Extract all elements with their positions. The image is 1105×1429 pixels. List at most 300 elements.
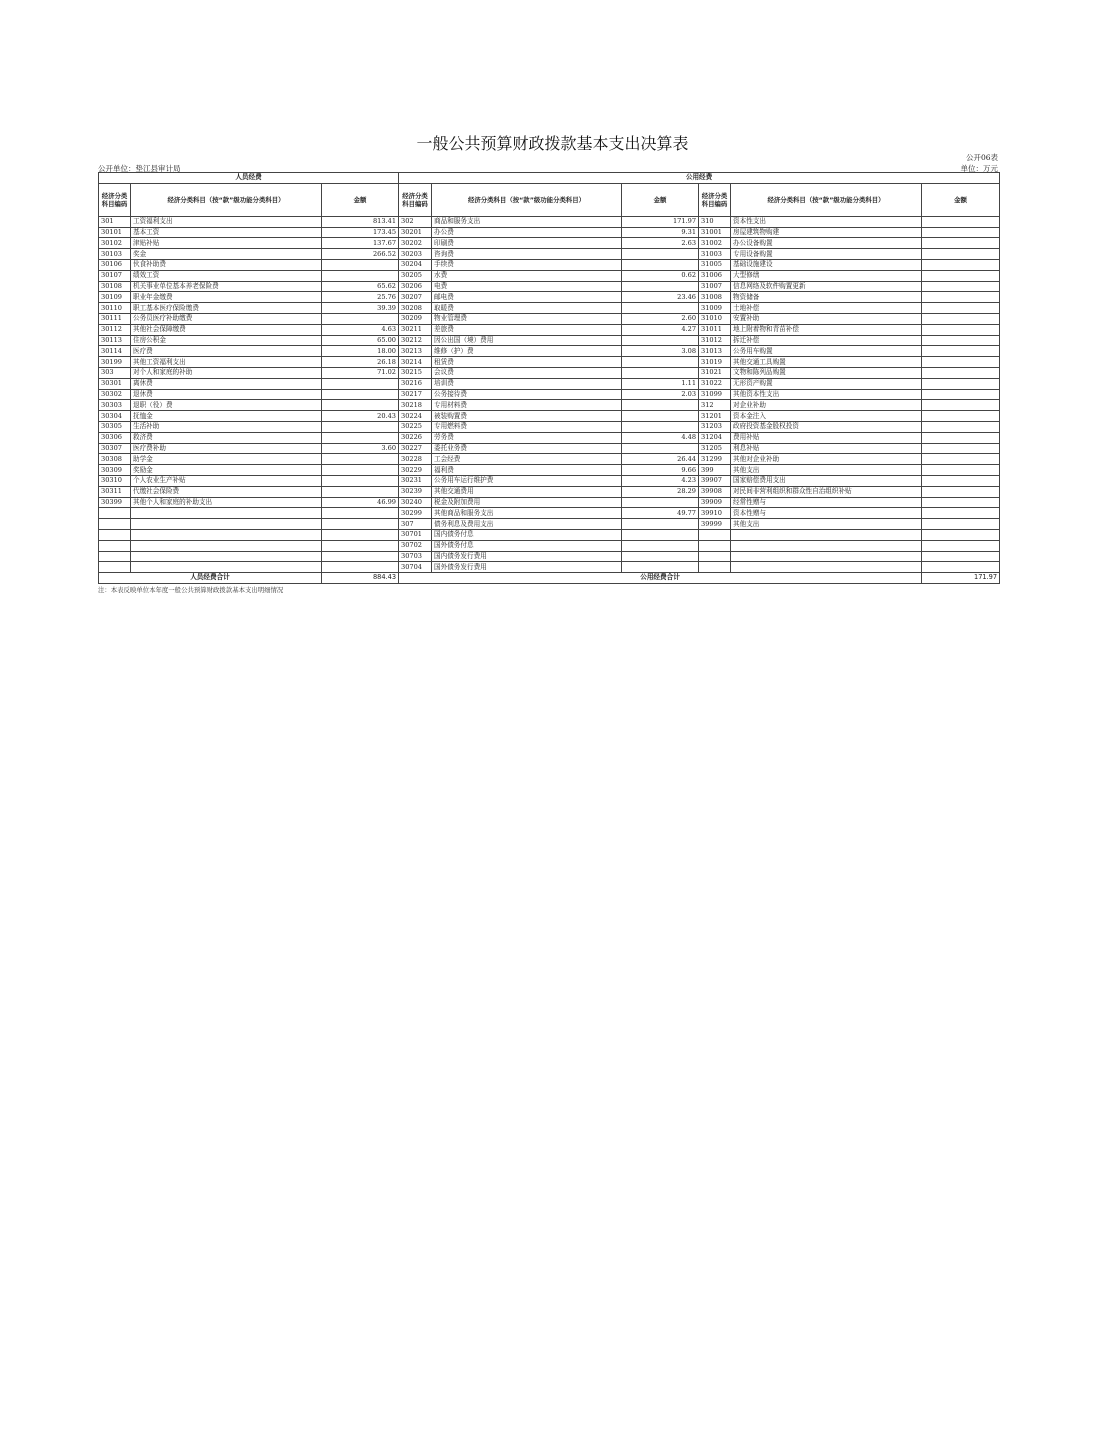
- public-a-code-cell: 30229: [399, 465, 432, 476]
- personnel-amount-cell: [322, 562, 399, 573]
- personnel-name-cell: [131, 529, 322, 540]
- public-b-name-cell: [731, 562, 922, 573]
- public-b-amount-cell: [922, 562, 1000, 573]
- public-b-amount-cell: [922, 475, 1000, 486]
- public-b-amount-cell: [922, 486, 1000, 497]
- public-b-code-cell: 31011: [699, 324, 731, 335]
- public-a-amount-cell: [622, 421, 699, 432]
- public-b-name-cell: 地上附着物和青苗补偿: [731, 324, 922, 335]
- personnel-expense-header: 人员经费: [99, 173, 399, 184]
- personnel-amount-cell: [322, 400, 399, 411]
- public-b-name-cell: 资本性支出: [731, 216, 922, 227]
- public-b-name-cell: 办公设备购置: [731, 238, 922, 249]
- personnel-code-cell: 30301: [99, 378, 131, 389]
- public-b-name-cell: 对民间非营利组织和群众性自治组织补贴: [731, 486, 922, 497]
- public-b-name-cell: 资本性赠与: [731, 508, 922, 519]
- personnel-name-cell: 公务员医疗补助缴费: [131, 313, 322, 324]
- public-b-code-cell: 31204: [699, 432, 731, 443]
- public-a-name-cell: 债务利息及费用支出: [432, 519, 622, 530]
- table-row: [99, 497, 1000, 508]
- public-b-name-cell: 房屋建筑物购建: [731, 227, 922, 238]
- public-a-code-cell: 30227: [399, 443, 432, 454]
- public-b-code-cell: 31003: [699, 249, 731, 260]
- personnel-code-cell: 30311: [99, 486, 131, 497]
- public-b-amount-cell: [922, 432, 1000, 443]
- personnel-name-cell: 对个人和家庭的补助: [131, 367, 322, 378]
- reporting-organization: 公开单位：垫江县审计局: [98, 164, 181, 173]
- public-a-name-cell: 租赁费: [432, 357, 622, 368]
- public-b-amount-cell: [922, 519, 1000, 530]
- public-a-code-cell: 30228: [399, 454, 432, 465]
- table-row: [99, 443, 1000, 454]
- public-b-name-cell: 土地补偿: [731, 303, 922, 314]
- public-a-code-cell: 30202: [399, 238, 432, 249]
- personnel-amount-cell: 25.76: [322, 292, 399, 303]
- name-column-header: 经济分类科目（按“款”级功能分类科目）: [432, 183, 622, 216]
- public-a-name-cell: 印刷费: [432, 238, 622, 249]
- public-a-name-cell: 福利费: [432, 465, 622, 476]
- personnel-code-cell: 30112: [99, 324, 131, 335]
- public-b-code-cell: [699, 529, 731, 540]
- public-b-name-cell: 文物和陈列品购置: [731, 367, 922, 378]
- personnel-code-cell: 30103: [99, 249, 131, 260]
- public-b-amount-cell: [922, 529, 1000, 540]
- table-row: [99, 421, 1000, 432]
- personnel-name-cell: 其他社会保障缴费: [131, 324, 322, 335]
- personnel-amount-cell: 4.63: [322, 324, 399, 335]
- public-b-amount-cell: [922, 497, 1000, 508]
- public-a-code-cell: 30209: [399, 313, 432, 324]
- personnel-name-cell: 工资福利支出: [131, 216, 322, 227]
- public-a-code-cell: 30239: [399, 486, 432, 497]
- personnel-amount-cell: 266.52: [322, 249, 399, 260]
- public-b-code-cell: 31008: [699, 292, 731, 303]
- name-column-header: 经济分类科目（按“款”级功能分类科目）: [131, 183, 322, 216]
- public-b-amount-cell: [922, 421, 1000, 432]
- public-a-name-cell: 专用材料费: [432, 400, 622, 411]
- public-a-code-cell: 30704: [399, 562, 432, 573]
- table-row: [99, 486, 1000, 497]
- public-b-name-cell: 利息补贴: [731, 443, 922, 454]
- public-b-amount-cell: [922, 389, 1000, 400]
- public-a-code-cell: 30205: [399, 270, 432, 281]
- public-b-amount-cell: [922, 303, 1000, 314]
- personnel-amount-cell: [322, 540, 399, 551]
- public-a-amount-cell: [622, 367, 699, 378]
- table-row: [99, 281, 1000, 292]
- public-a-name-cell: 国内债务付息: [432, 529, 622, 540]
- public-a-code-cell: 30206: [399, 281, 432, 292]
- personnel-amount-cell: 65.00: [322, 335, 399, 346]
- public-a-amount-cell: [622, 497, 699, 508]
- public-a-name-cell: 物业管理费: [432, 313, 622, 324]
- public-a-amount-cell: [622, 357, 699, 368]
- table-row: [99, 346, 1000, 357]
- public-b-code-cell: 31021: [699, 367, 731, 378]
- personnel-name-cell: 职业年金缴费: [131, 292, 322, 303]
- code-column-header: 经济分类科目编码: [699, 183, 731, 216]
- public-a-amount-cell: [622, 281, 699, 292]
- public-b-name-cell: 其他资本性支出: [731, 389, 922, 400]
- public-a-name-cell: 工会经费: [432, 454, 622, 465]
- personnel-code-cell: 30304: [99, 411, 131, 422]
- public-b-name-cell: 其他支出: [731, 519, 922, 530]
- public-a-amount-cell: [622, 519, 699, 530]
- personnel-amount-cell: [322, 378, 399, 389]
- personnel-name-cell: 代缴社会保险费: [131, 486, 322, 497]
- personnel-code-cell: 30113: [99, 335, 131, 346]
- personnel-code-cell: 30107: [99, 270, 131, 281]
- public-a-code-cell: 30217: [399, 389, 432, 400]
- public-b-amount-cell: [922, 346, 1000, 357]
- table-row: [99, 303, 1000, 314]
- public-a-name-cell: 公务接待费: [432, 389, 622, 400]
- public-a-name-cell: 国外债务发行费用: [432, 562, 622, 573]
- public-b-amount-cell: [922, 249, 1000, 260]
- name-column-header: 经济分类科目（按“款”级功能分类科目）: [731, 183, 922, 216]
- public-b-name-cell: 经常性赠与: [731, 497, 922, 508]
- expenditure-table: [98, 172, 1000, 584]
- personnel-code-cell: 30108: [99, 281, 131, 292]
- public-a-name-cell: 电费: [432, 281, 622, 292]
- public-b-code-cell: [699, 540, 731, 551]
- public-a-amount-cell: 171.97: [622, 216, 699, 227]
- personnel-amount-cell: 71.02: [322, 367, 399, 378]
- table-row: [99, 249, 1000, 260]
- public-b-amount-cell: [922, 378, 1000, 389]
- public-a-amount-cell: 2.63: [622, 238, 699, 249]
- public-b-code-cell: 39907: [699, 475, 731, 486]
- table-row: [99, 292, 1000, 303]
- page-title: 一般公共预算财政拨款基本支出决算表: [416, 134, 689, 153]
- table-row: [99, 465, 1000, 476]
- public-total-amount: 171.97: [922, 573, 1000, 584]
- personnel-name-cell: 生活补助: [131, 421, 322, 432]
- code-column-header: 经济分类科目编码: [399, 183, 432, 216]
- public-a-code-cell: 30226: [399, 432, 432, 443]
- public-a-code-cell: 30703: [399, 551, 432, 562]
- personnel-code-cell: 30309: [99, 465, 131, 476]
- public-a-amount-cell: [622, 249, 699, 260]
- public-a-name-cell: 国外债务付息: [432, 540, 622, 551]
- public-a-amount-cell: [622, 335, 699, 346]
- public-a-amount-cell: 4.27: [622, 324, 699, 335]
- public-a-code-cell: 30204: [399, 259, 432, 270]
- footnote: 注：本表反映单位本年度一般公共预算财政拨款基本支出明细情况: [98, 586, 284, 594]
- public-a-code-cell: 302: [399, 216, 432, 227]
- public-b-code-cell: 31010: [699, 313, 731, 324]
- table-row: [99, 367, 1000, 378]
- personnel-amount-cell: [322, 529, 399, 540]
- public-b-name-cell: 基础设施建设: [731, 259, 922, 270]
- personnel-name-cell: [131, 540, 322, 551]
- personnel-amount-cell: 65.62: [322, 281, 399, 292]
- personnel-code-cell: 30109: [99, 292, 131, 303]
- personnel-code-cell: [99, 551, 131, 562]
- public-a-code-cell: 30213: [399, 346, 432, 357]
- public-a-name-cell: 办公费: [432, 227, 622, 238]
- public-b-name-cell: 其他对企业补助: [731, 454, 922, 465]
- personnel-name-cell: [131, 508, 322, 519]
- public-b-name-cell: 物资储备: [731, 292, 922, 303]
- public-a-amount-cell: [622, 303, 699, 314]
- personnel-code-cell: [99, 508, 131, 519]
- public-a-code-cell: 30225: [399, 421, 432, 432]
- personnel-name-cell: 个人农业生产补贴: [131, 475, 322, 486]
- personnel-amount-cell: 26.18: [322, 357, 399, 368]
- public-a-name-cell: 商品和服务支出: [432, 216, 622, 227]
- public-b-code-cell: 31203: [699, 421, 731, 432]
- public-b-name-cell: 拆迁补偿: [731, 335, 922, 346]
- form-number: 公开06表: [965, 153, 998, 162]
- public-a-name-cell: 会议费: [432, 367, 622, 378]
- personnel-total-amount: 884.43: [322, 573, 399, 584]
- personnel-amount-cell: [322, 519, 399, 530]
- personnel-name-cell: 伙食补助费: [131, 259, 322, 270]
- public-a-amount-cell: 3.08: [622, 346, 699, 357]
- personnel-amount-cell: 137.67: [322, 238, 399, 249]
- public-a-name-cell: 培训费: [432, 378, 622, 389]
- personnel-code-cell: [99, 540, 131, 551]
- public-a-code-cell: 30214: [399, 357, 432, 368]
- public-b-amount-cell: [922, 400, 1000, 411]
- personnel-name-cell: 其他个人和家庭的补助支出: [131, 497, 322, 508]
- personnel-amount-cell: [322, 270, 399, 281]
- public-b-name-cell: 政府投资基金股权投资: [731, 421, 922, 432]
- table-row: [99, 400, 1000, 411]
- personnel-amount-cell: 39.39: [322, 303, 399, 314]
- public-a-amount-cell: 4.23: [622, 475, 699, 486]
- table-row: [99, 475, 1000, 486]
- table-row: [99, 411, 1000, 422]
- personnel-code-cell: 30199: [99, 357, 131, 368]
- public-b-code-cell: 31019: [699, 357, 731, 368]
- personnel-amount-cell: 173.45: [322, 227, 399, 238]
- public-a-name-cell: 取暖费: [432, 303, 622, 314]
- amount-column-header: 金额: [922, 183, 1000, 216]
- public-b-code-cell: 31007: [699, 281, 731, 292]
- table-row: [99, 227, 1000, 238]
- public-b-amount-cell: [922, 465, 1000, 476]
- currency-unit: 单位：万元: [960, 164, 998, 173]
- public-a-code-cell: 30203: [399, 249, 432, 260]
- public-a-name-cell: 咨询费: [432, 249, 622, 260]
- personnel-amount-cell: 20.43: [322, 411, 399, 422]
- personnel-name-cell: [131, 519, 322, 530]
- public-a-name-cell: 手续费: [432, 259, 622, 270]
- personnel-code-cell: [99, 519, 131, 530]
- personnel-name-cell: 助学金: [131, 454, 322, 465]
- public-expense-header: 公用经费: [399, 173, 1000, 184]
- personnel-code-cell: 30305: [99, 421, 131, 432]
- table-body: [99, 216, 1000, 572]
- public-b-code-cell: 31001: [699, 227, 731, 238]
- public-a-amount-cell: 0.62: [622, 270, 699, 281]
- personnel-amount-cell: [322, 432, 399, 443]
- public-b-amount-cell: [922, 454, 1000, 465]
- public-b-amount-cell: [922, 281, 1000, 292]
- table-row: [99, 519, 1000, 530]
- table-row: [99, 357, 1000, 368]
- public-b-name-cell: 大型修缮: [731, 270, 922, 281]
- personnel-code-cell: 30306: [99, 432, 131, 443]
- public-a-code-cell: 30702: [399, 540, 432, 551]
- public-b-code-cell: 39908: [699, 486, 731, 497]
- public-b-code-cell: 39910: [699, 508, 731, 519]
- public-a-code-cell: 30701: [399, 529, 432, 540]
- personnel-code-cell: 303: [99, 367, 131, 378]
- public-a-code-cell: 30231: [399, 475, 432, 486]
- public-a-name-cell: 差旅费: [432, 324, 622, 335]
- personnel-name-cell: 抚恤金: [131, 411, 322, 422]
- personnel-code-cell: 30110: [99, 303, 131, 314]
- personnel-amount-cell: [322, 475, 399, 486]
- personnel-amount-cell: 18.00: [322, 346, 399, 357]
- personnel-amount-cell: [322, 486, 399, 497]
- public-b-name-cell: 公务用车购置: [731, 346, 922, 357]
- personnel-code-cell: 30307: [99, 443, 131, 454]
- public-b-name-cell: 资本金注入: [731, 411, 922, 422]
- personnel-amount-cell: 813.41: [322, 216, 399, 227]
- public-b-code-cell: 312: [699, 400, 731, 411]
- public-b-amount-cell: [922, 238, 1000, 249]
- public-a-code-cell: 30207: [399, 292, 432, 303]
- public-a-code-cell: 30201: [399, 227, 432, 238]
- public-a-name-cell: 公务用车运行维护费: [432, 475, 622, 486]
- personnel-code-cell: 30310: [99, 475, 131, 486]
- public-a-amount-cell: [622, 540, 699, 551]
- public-a-code-cell: 30215: [399, 367, 432, 378]
- public-a-amount-cell: 23.46: [622, 292, 699, 303]
- personnel-name-cell: 机关事业单位基本养老保险费: [131, 281, 322, 292]
- personnel-code-cell: 30114: [99, 346, 131, 357]
- table-row: [99, 238, 1000, 249]
- personnel-code-cell: 30303: [99, 400, 131, 411]
- public-a-name-cell: 水费: [432, 270, 622, 281]
- public-b-code-cell: [699, 551, 731, 562]
- personnel-name-cell: 医疗费补助: [131, 443, 322, 454]
- public-a-name-cell: 因公出国（境）费用: [432, 335, 622, 346]
- public-a-name-cell: 邮电费: [432, 292, 622, 303]
- personnel-name-cell: [131, 551, 322, 562]
- public-a-code-cell: 30211: [399, 324, 432, 335]
- public-a-code-cell: 30224: [399, 411, 432, 422]
- public-a-amount-cell: 2.03: [622, 389, 699, 400]
- personnel-code-cell: 30302: [99, 389, 131, 400]
- public-b-name-cell: 安置补助: [731, 313, 922, 324]
- public-b-amount-cell: [922, 443, 1000, 454]
- public-b-name-cell: 专用设备购置: [731, 249, 922, 260]
- personnel-name-cell: 离休费: [131, 378, 322, 389]
- public-a-name-cell: 税金及附加费用: [432, 497, 622, 508]
- public-a-amount-cell: [622, 529, 699, 540]
- public-b-name-cell: [731, 551, 922, 562]
- personnel-name-cell: 住房公积金: [131, 335, 322, 346]
- table-row: [99, 259, 1000, 270]
- personnel-amount-cell: [322, 508, 399, 519]
- public-a-amount-cell: [622, 400, 699, 411]
- table-row: [99, 313, 1000, 324]
- table-row: [99, 508, 1000, 519]
- public-b-code-cell: 31002: [699, 238, 731, 249]
- public-a-name-cell: 其他交通费用: [432, 486, 622, 497]
- personnel-code-cell: [99, 529, 131, 540]
- public-a-name-cell: 其他商品和服务支出: [432, 508, 622, 519]
- public-b-name-cell: [731, 529, 922, 540]
- public-a-name-cell: 被装购置费: [432, 411, 622, 422]
- public-b-amount-cell: [922, 508, 1000, 519]
- personnel-code-cell: 301: [99, 216, 131, 227]
- public-a-amount-cell: [622, 443, 699, 454]
- public-b-amount-cell: [922, 313, 1000, 324]
- public-b-amount-cell: [922, 227, 1000, 238]
- public-b-name-cell: 无形资产购置: [731, 378, 922, 389]
- public-a-name-cell: 劳务费: [432, 432, 622, 443]
- personnel-code-cell: [99, 562, 131, 573]
- public-b-code-cell: 31012: [699, 335, 731, 346]
- public-a-amount-cell: 2.60: [622, 313, 699, 324]
- public-a-name-cell: 委托业务费: [432, 443, 622, 454]
- public-a-amount-cell: 9.66: [622, 465, 699, 476]
- amount-column-header: 金额: [322, 183, 399, 216]
- personnel-code-cell: 30399: [99, 497, 131, 508]
- public-b-code-cell: 31201: [699, 411, 731, 422]
- public-a-amount-cell: 28.29: [622, 486, 699, 497]
- public-b-amount-cell: [922, 292, 1000, 303]
- public-b-code-cell: 31009: [699, 303, 731, 314]
- personnel-code-cell: 30111: [99, 313, 131, 324]
- public-b-code-cell: 31005: [699, 259, 731, 270]
- public-b-code-cell: 31099: [699, 389, 731, 400]
- public-a-amount-cell: 49.77: [622, 508, 699, 519]
- public-a-amount-cell: [622, 259, 699, 270]
- public-a-amount-cell: 9.31: [622, 227, 699, 238]
- personnel-amount-cell: 3.60: [322, 443, 399, 454]
- personnel-name-cell: 奖金: [131, 249, 322, 260]
- public-total-label: 公用经费合计: [399, 573, 922, 584]
- public-b-amount-cell: [922, 357, 1000, 368]
- table-row: [99, 378, 1000, 389]
- personnel-amount-cell: [322, 421, 399, 432]
- code-column-header: 经济分类科目编码: [99, 183, 131, 216]
- table-row: [99, 454, 1000, 465]
- public-a-amount-cell: [622, 551, 699, 562]
- personnel-code-cell: 30106: [99, 259, 131, 270]
- public-b-amount-cell: [922, 270, 1000, 281]
- public-a-amount-cell: 26.44: [622, 454, 699, 465]
- table-row: [99, 551, 1000, 562]
- personnel-amount-cell: [322, 313, 399, 324]
- personnel-amount-cell: [322, 389, 399, 400]
- public-a-code-cell: 307: [399, 519, 432, 530]
- public-a-amount-cell: [622, 562, 699, 573]
- table-row: [99, 324, 1000, 335]
- personnel-code-cell: 30101: [99, 227, 131, 238]
- public-b-amount-cell: [922, 367, 1000, 378]
- public-b-name-cell: 其他支出: [731, 465, 922, 476]
- public-a-code-cell: 30208: [399, 303, 432, 314]
- public-b-amount-cell: [922, 551, 1000, 562]
- public-a-name-cell: 国内债务发行费用: [432, 551, 622, 562]
- personnel-total-label: 人员经费合计: [99, 573, 322, 584]
- personnel-name-cell: 职工基本医疗保险缴费: [131, 303, 322, 314]
- public-a-amount-cell: 4.48: [622, 432, 699, 443]
- personnel-name-cell: 救济费: [131, 432, 322, 443]
- personnel-name-cell: 绩效工资: [131, 270, 322, 281]
- public-a-code-cell: 30216: [399, 378, 432, 389]
- personnel-name-cell: 医疗费: [131, 346, 322, 357]
- personnel-amount-cell: [322, 465, 399, 476]
